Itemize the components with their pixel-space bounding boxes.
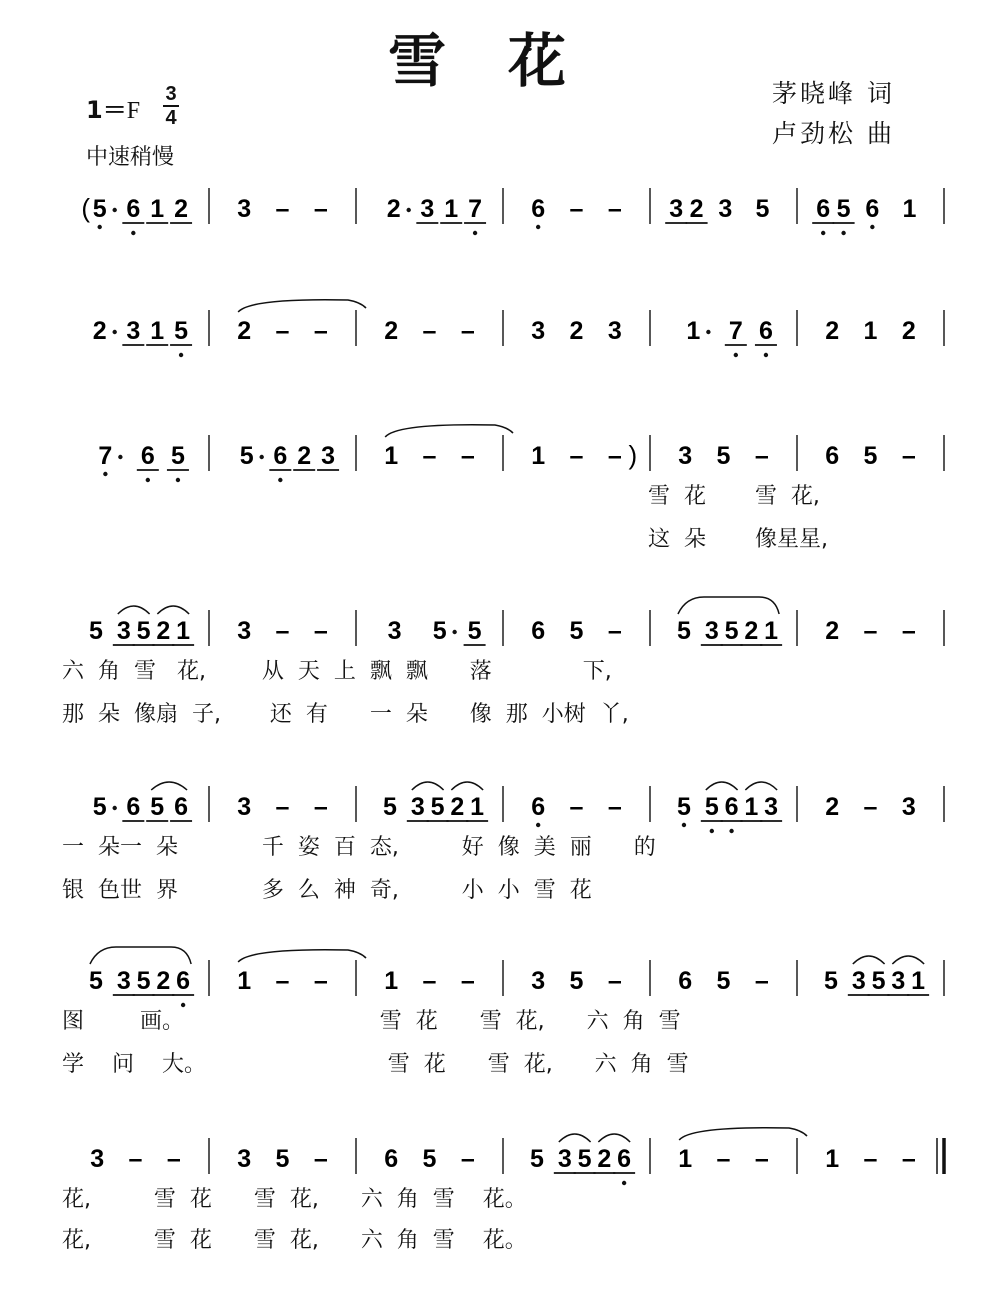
note: 1 xyxy=(744,793,759,821)
note: 6 xyxy=(531,793,546,821)
lyric-line: 一 朵一 朵 千 姿 百 态, 好 像 美 丽 的 xyxy=(62,835,656,860)
note: 5 xyxy=(704,793,719,821)
note: 6 xyxy=(174,793,189,821)
note: 6 xyxy=(816,195,831,223)
hold-dash: – xyxy=(422,442,437,470)
note: 2 xyxy=(386,195,401,223)
note: 6 xyxy=(176,967,191,995)
note: 6 xyxy=(384,1145,399,1173)
long-slur-arc xyxy=(90,947,191,964)
note: 3 xyxy=(237,617,252,645)
note: 5 xyxy=(275,1145,290,1173)
hold-dash: – xyxy=(275,317,290,345)
low-octave-dot xyxy=(734,353,738,357)
hold-dash: – xyxy=(275,195,290,223)
low-octave-dot xyxy=(821,231,825,235)
note: 3 xyxy=(116,967,131,995)
note: 5 xyxy=(89,967,103,995)
note: 6 xyxy=(126,195,141,223)
note: 1 xyxy=(902,195,917,223)
note: 5 xyxy=(432,617,447,645)
composer-credit: 卢劲松 曲 xyxy=(772,119,895,148)
slur-arc xyxy=(559,1134,591,1142)
note: 5 xyxy=(755,195,770,223)
note: 6 xyxy=(678,967,693,995)
note: 2 xyxy=(450,793,465,821)
note: 2 xyxy=(156,967,171,995)
note: 6 xyxy=(724,793,739,821)
note: 3 xyxy=(557,1145,572,1173)
note: 2 xyxy=(825,617,840,645)
low-octave-dot xyxy=(729,829,733,833)
note: 6 xyxy=(865,195,880,223)
note: 5 xyxy=(836,195,851,223)
note: 1 xyxy=(470,793,485,821)
lyric-line: 图 画。 雪 花 雪 花, 六 角 雪 xyxy=(62,1009,681,1034)
note: 1 xyxy=(150,195,165,223)
hold-dash: – xyxy=(313,617,328,645)
note: 3 xyxy=(851,967,866,995)
note: 6 xyxy=(531,195,546,223)
lyric-line: 六 角 雪 花, 从 天 上 飘 飘 落 下, xyxy=(62,659,612,684)
note: 1 xyxy=(825,1145,840,1173)
bracket-open: ( xyxy=(81,193,91,223)
augmentation-dot xyxy=(118,455,122,459)
note: 3 xyxy=(531,967,546,995)
note: 3 xyxy=(90,1145,105,1173)
hold-dash: – xyxy=(607,793,622,821)
hold-dash: – xyxy=(901,1145,916,1173)
hold-dash: – xyxy=(901,442,916,470)
hold-dash: – xyxy=(607,617,622,645)
note: 5 xyxy=(383,793,397,821)
augmentation-dot xyxy=(112,208,116,212)
hold-dash: – xyxy=(275,617,290,645)
low-octave-dot xyxy=(764,353,768,357)
hold-dash: – xyxy=(607,195,622,223)
note: 1 xyxy=(150,317,165,345)
note: 3 xyxy=(531,317,546,345)
tie-arc xyxy=(679,1128,807,1140)
key-note: F xyxy=(126,98,141,124)
note: 5 xyxy=(136,617,151,645)
low-octave-dot xyxy=(179,353,183,357)
hold-dash: – xyxy=(460,967,475,995)
hold-dash: – xyxy=(313,967,328,995)
hold-dash: – xyxy=(460,1145,475,1173)
note: 3 xyxy=(420,195,435,223)
note: 7 xyxy=(468,195,483,223)
note: 5 xyxy=(824,967,838,995)
lyricist-credit: 茅晓峰 词 xyxy=(772,79,895,108)
hold-dash: – xyxy=(275,793,290,821)
hold-dash: – xyxy=(607,967,622,995)
note: 3 xyxy=(718,195,733,223)
slur-arc xyxy=(412,782,444,790)
lyric-line: 银 色世 界 多 么 神 奇, 小 小 雪 花 xyxy=(62,878,592,903)
hold-dash: – xyxy=(901,617,916,645)
note: 1 xyxy=(444,195,459,223)
augmentation-dot xyxy=(406,208,410,212)
key-prefix: 1 xyxy=(86,96,103,124)
note: 5 xyxy=(569,967,584,995)
note: 1 xyxy=(678,1145,693,1173)
note: 5 xyxy=(677,617,691,645)
hold-dash: – xyxy=(313,793,328,821)
note: 6 xyxy=(758,317,773,345)
note: 3 xyxy=(126,317,141,345)
augmentation-dot xyxy=(452,630,456,634)
note: 1 xyxy=(531,442,546,470)
note: 3 xyxy=(891,967,906,995)
hold-dash: – xyxy=(569,442,584,470)
note: 5 xyxy=(430,793,445,821)
song-title: 雪花 xyxy=(388,27,629,95)
hold-dash: – xyxy=(716,1145,731,1173)
note: 2 xyxy=(237,317,252,345)
slur-arc xyxy=(151,782,187,790)
slur-arc xyxy=(706,782,738,790)
low-octave-dot xyxy=(841,231,845,235)
hold-dash: – xyxy=(460,442,475,470)
note: 1 xyxy=(863,317,878,345)
note: 2 xyxy=(174,195,189,223)
lyric-line: 学 问 大。 雪 花 雪 花, 六 角 雪 xyxy=(62,1052,689,1077)
hold-dash: – xyxy=(754,967,769,995)
hold-dash: – xyxy=(313,1145,328,1173)
slur-arc xyxy=(745,782,777,790)
low-octave-dot xyxy=(146,478,150,482)
augmentation-dot xyxy=(112,330,116,334)
note: 5 xyxy=(89,617,103,645)
low-octave-dot xyxy=(473,231,477,235)
hold-dash: – xyxy=(754,1145,769,1173)
note: 2 xyxy=(569,317,584,345)
note: 3 xyxy=(607,317,622,345)
note: 7 xyxy=(98,442,113,470)
low-octave-dot xyxy=(870,225,874,229)
note: 2 xyxy=(689,195,704,223)
low-octave-dot xyxy=(710,829,714,833)
hold-dash: – xyxy=(460,317,475,345)
note: 1 xyxy=(384,967,399,995)
note: 5 xyxy=(136,967,151,995)
hold-dash: – xyxy=(313,195,328,223)
low-octave-dot xyxy=(622,1181,626,1185)
note: 2 xyxy=(92,317,107,345)
note: 5 xyxy=(530,1145,544,1173)
hold-dash: – xyxy=(569,793,584,821)
note: 2 xyxy=(901,317,916,345)
note: 2 xyxy=(297,442,312,470)
note: 3 xyxy=(669,195,684,223)
note: 5 xyxy=(569,617,584,645)
note: 1 xyxy=(237,967,252,995)
note: 6 xyxy=(617,1145,632,1173)
low-octave-dot xyxy=(97,225,101,229)
low-octave-dot xyxy=(103,472,107,476)
lyric-line: 雪 花 雪 花, xyxy=(648,484,820,509)
hold-dash: – xyxy=(166,1145,181,1173)
slur-arc xyxy=(598,1134,630,1142)
key-equals: ＝ xyxy=(102,96,127,124)
lyric-line: 这 朵 像星星, xyxy=(648,527,828,552)
hold-dash: – xyxy=(422,967,437,995)
note: 2 xyxy=(825,317,840,345)
hold-dash: – xyxy=(754,442,769,470)
tie-arc xyxy=(385,425,513,437)
note: 2 xyxy=(156,617,171,645)
augmentation-dot xyxy=(259,455,263,459)
note: 5 xyxy=(92,195,107,223)
note: 2 xyxy=(825,793,840,821)
hold-dash: – xyxy=(569,195,584,223)
note: 3 xyxy=(901,793,916,821)
hold-dash: – xyxy=(313,317,328,345)
note: 6 xyxy=(273,442,288,470)
note: 1 xyxy=(176,617,191,645)
note: 7 xyxy=(728,317,743,345)
bracket-close: ) xyxy=(628,440,638,470)
note: 6 xyxy=(825,442,840,470)
low-octave-dot xyxy=(176,478,180,482)
time-signature-bottom: 4 xyxy=(165,107,177,129)
hold-dash: – xyxy=(128,1145,143,1173)
tie-arc xyxy=(238,300,366,312)
note: 3 xyxy=(237,1145,252,1173)
low-octave-dot xyxy=(536,823,540,827)
slur-arc xyxy=(118,606,150,614)
note: 5 xyxy=(150,793,165,821)
note: 1 xyxy=(384,442,399,470)
low-octave-dot xyxy=(682,823,686,827)
note: 3 xyxy=(704,617,719,645)
note: 6 xyxy=(126,793,141,821)
note: 5 xyxy=(422,1145,437,1173)
note: 5 xyxy=(174,317,189,345)
slur-arc xyxy=(892,956,924,964)
note: 3 xyxy=(321,442,336,470)
low-octave-dot xyxy=(278,478,282,482)
hold-dash: – xyxy=(275,967,290,995)
slur-arc xyxy=(853,956,885,964)
hold-dash: – xyxy=(607,442,622,470)
note: 6 xyxy=(531,617,546,645)
note: 5 xyxy=(577,1145,592,1173)
lyric-line: 花, 雪 花 雪 花, 六 角 雪 花。 xyxy=(62,1228,527,1253)
note: 1 xyxy=(764,617,779,645)
long-slur-arc xyxy=(678,597,779,614)
note: 3 xyxy=(764,793,779,821)
note: 3 xyxy=(678,442,693,470)
tie-arc xyxy=(238,950,366,962)
note: 3 xyxy=(116,617,131,645)
low-octave-dot xyxy=(131,231,135,235)
hold-dash: – xyxy=(863,1145,878,1173)
hold-dash: – xyxy=(863,617,878,645)
note: 3 xyxy=(237,195,252,223)
low-octave-dot xyxy=(536,225,540,229)
note: 3 xyxy=(387,617,402,645)
augmentation-dot xyxy=(112,806,116,810)
note: 5 xyxy=(467,617,482,645)
note: 5 xyxy=(170,442,185,470)
lyric-line: 花, 雪 花 雪 花, 六 角 雪 花。 xyxy=(62,1187,527,1212)
note: 5 xyxy=(724,617,739,645)
note: 5 xyxy=(863,442,878,470)
slur-arc xyxy=(157,606,189,614)
note: 5 xyxy=(677,793,691,821)
hold-dash: – xyxy=(422,317,437,345)
tempo-marking: 中速稍慢 xyxy=(86,145,175,170)
time-signature-top: 3 xyxy=(165,83,177,105)
note: 5 xyxy=(92,793,107,821)
lyric-line: 那 朵 像扇 子, 还 有 一 朵 像 那 小树 丫, xyxy=(62,702,629,727)
note: 1 xyxy=(911,967,926,995)
note: 5 xyxy=(239,442,254,470)
hold-dash: – xyxy=(863,793,878,821)
note: 1 xyxy=(686,317,701,345)
note: 2 xyxy=(597,1145,612,1173)
augmentation-dot xyxy=(706,330,710,334)
note: 5 xyxy=(716,967,731,995)
note: 6 xyxy=(140,442,155,470)
note: 3 xyxy=(237,793,252,821)
note: 2 xyxy=(744,617,759,645)
note: 2 xyxy=(384,317,399,345)
slur-arc xyxy=(451,782,483,790)
note: 5 xyxy=(716,442,731,470)
note: 5 xyxy=(871,967,886,995)
note: 3 xyxy=(410,793,425,821)
